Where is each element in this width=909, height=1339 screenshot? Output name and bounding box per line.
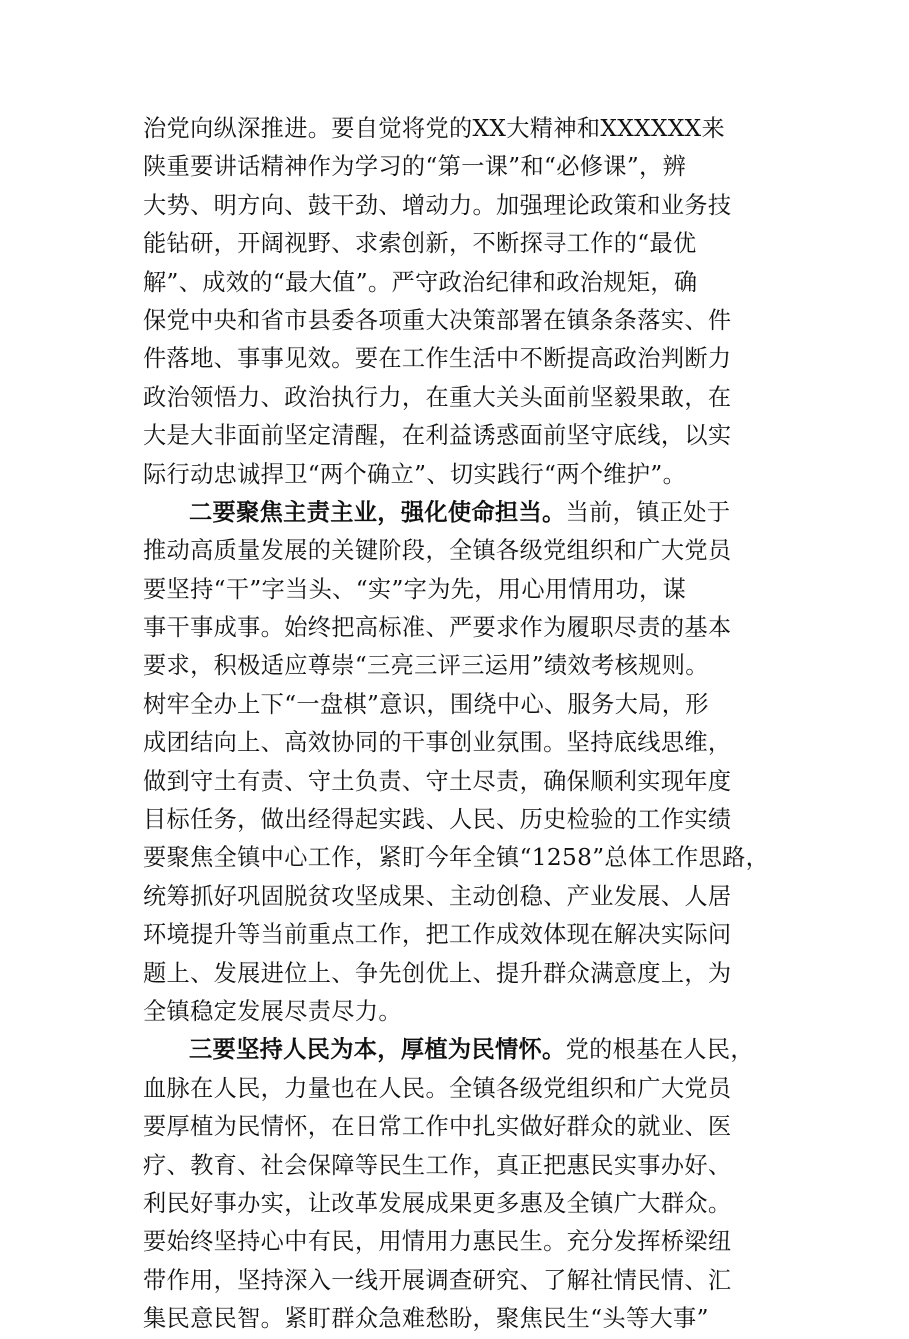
text-run: 当前，镇正处于 [565, 498, 731, 526]
text-line: 件落地、事事见效。要在工作生活中不断提高政治判断力 [143, 345, 732, 373]
text-line: 要始终坚持心中有民，用情用力惠民生。充分发挥桥梁纽 [143, 1228, 732, 1256]
text-line: 目标任务，做出经得起实践、人民、历史检验的工作实绩 [143, 806, 732, 834]
text-line: 陕重要讲话精神作为学习的“第一课”和“必修课”，辨 [143, 153, 687, 181]
text-line: 大是大非面前坚定清醒，在利益诱惑面前坚守底线，以实 [143, 422, 732, 450]
text-line: 要厚植为民情怀，在日常工作中扎实做好群众的就业、医 [143, 1113, 732, 1141]
document-body [143, 110, 783, 1339]
text-line: 际行动忠诚捍卫“两个确立”、切实践行“两个维护”。 [143, 460, 687, 488]
text-line: 题上、发展进位上、争先创优上、提升群众满意度上，为 [143, 959, 732, 987]
text-line: 成团结向上、高效协同的干事创业氛围。坚持底线思维， [143, 729, 732, 757]
text-line: 树牢全办上下“一盘棋”意识，围绕中心、服务大局，形 [143, 690, 709, 718]
text-line-first [143, 1031, 783, 1069]
paragraph-1 [143, 110, 783, 494]
text-line: 事干事成事。始终把高标准、严要求作为履职尽责的基本 [143, 614, 732, 642]
paragraph-heading: 三要坚持人民为本，厚植为民情怀。 [189, 1036, 566, 1064]
text-line: 做到守土有责、守土负责、守土尽责，确保顺利实现年度 [143, 767, 732, 795]
text-line: 能钻研，开阔视野、求索创新，不断探寻工作的“最优 [143, 230, 697, 258]
paragraph-3 [143, 1031, 783, 1338]
paragraph-heading: 二要聚焦主责主业，强化使命担当。 [189, 498, 566, 526]
text-line: 保党中央和省市县委各项重大决策部署在镇条条落实、件 [143, 306, 732, 334]
text-line: 大势、明方向、鼓干劲、增动力。加强理论政策和业务技 [143, 191, 732, 219]
text-line: 利民好事办实，让改革发展成果更多惠及全镇广大群众。 [143, 1189, 732, 1217]
text-line: 要聚焦全镇中心工作，紧盯今年全镇“1258”总体工作思路， [143, 844, 770, 872]
text-line: 要坚持“干”字当头、“实”字为先，用心用情用功，谋 [143, 575, 687, 603]
text-line: 全镇稳定发展尽责尽力。 [143, 997, 402, 1025]
text-line: 环境提升等当前重点工作，把工作成效体现在解决实际问 [143, 921, 732, 949]
text-line: 治党向纵深推进。要自觉将党的XX大精神和XXXXXX来 [143, 115, 726, 142]
text-line: 血脉在人民，力量也在人民。全镇各级党组织和广大党员 [143, 1074, 732, 1102]
text-line: 推动高质量发展的关键阶段，全镇各级党组织和广大党员 [143, 537, 732, 565]
text-line: 政治领悟力、政治执行力，在重大关头面前坚毅果敢，在 [143, 383, 732, 411]
text-run: 党的根基在人民， [565, 1036, 754, 1064]
text-line: 疗、教育、社会保障等民生工作，真正把惠民实事办好、 [143, 1151, 732, 1179]
text-line: 统筹抓好巩固脱贫攻坚成果、主动创稳、产业发展、人居 [143, 882, 732, 910]
paragraph-2 [143, 494, 783, 1031]
text-line-first [143, 494, 783, 532]
text-line: 集民意民智。紧盯群众急难愁盼，聚焦民生“头等大事” [143, 1305, 709, 1333]
text-line: 要求，积极适应尊崇“三亮三评三运用”绩效考核规则。 [143, 652, 709, 680]
text-line: 带作用，坚持深入一线开展调查研究、了解社情民情、汇 [143, 1266, 732, 1294]
text-line: 解”、成效的“最大值”。严守政治纪律和政治规矩，确 [143, 268, 698, 296]
